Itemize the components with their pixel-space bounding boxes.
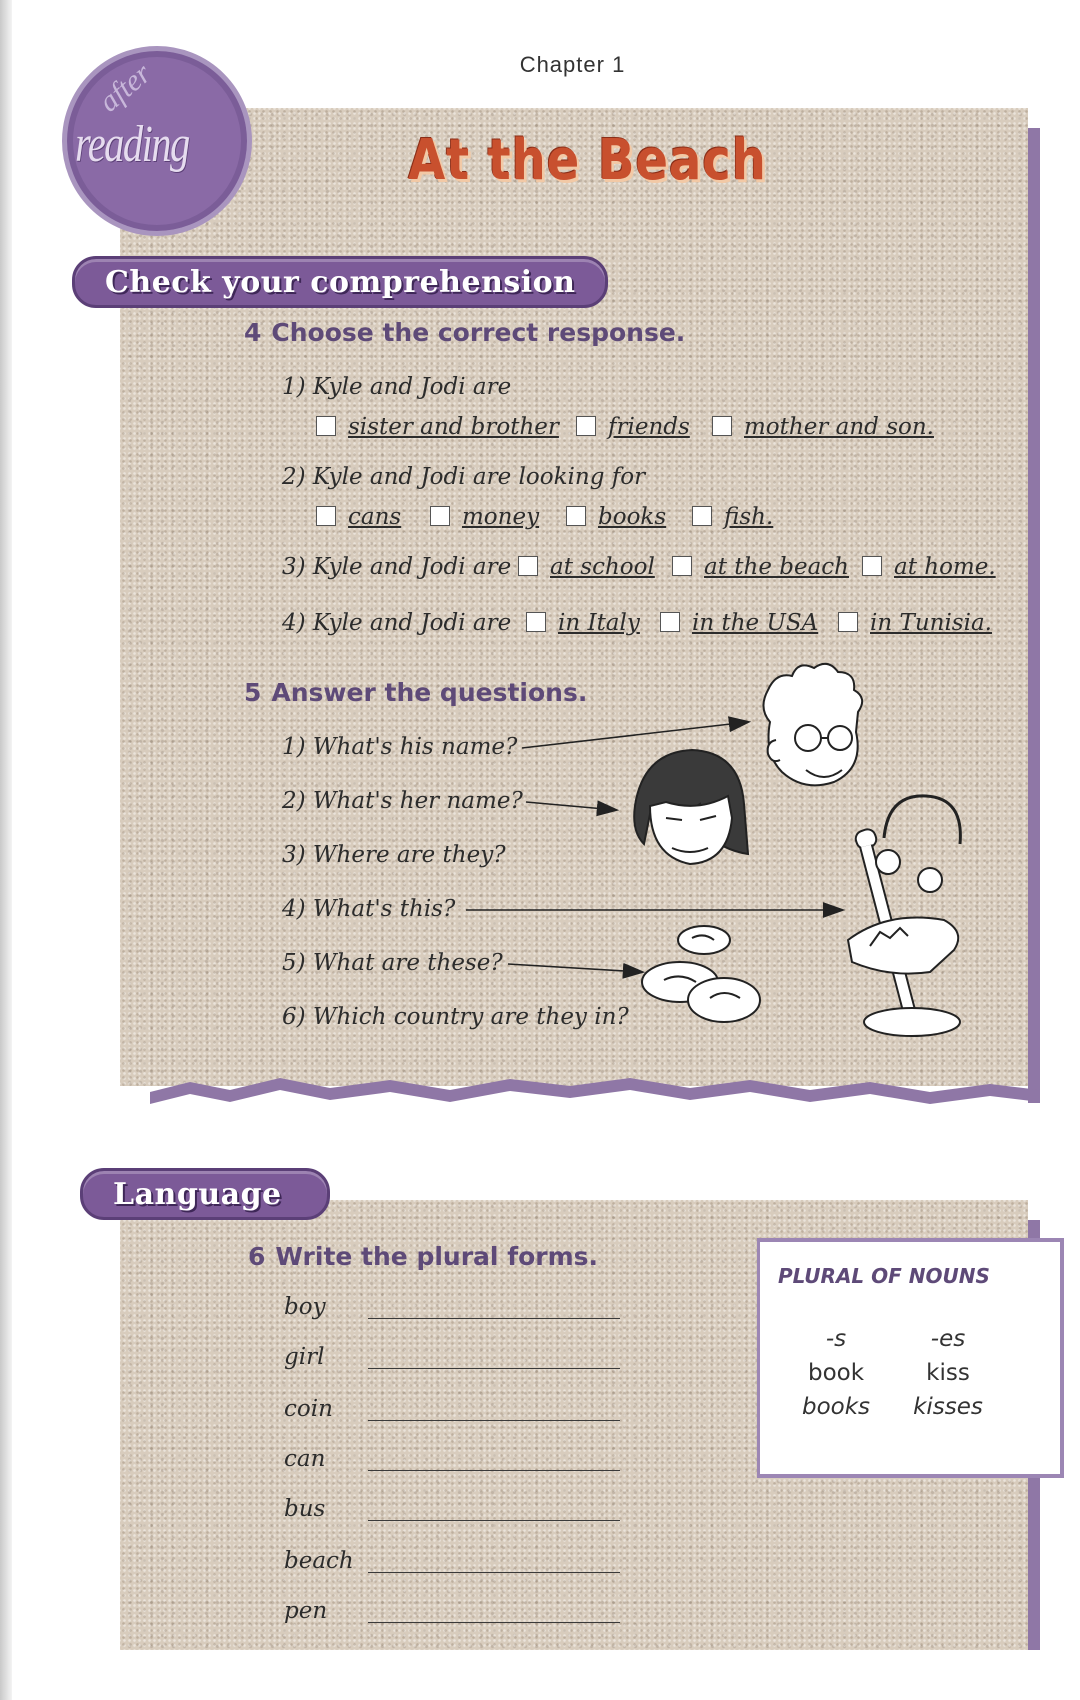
answer-blank[interactable] [368,1368,620,1369]
question: 2) What's her name? [282,788,523,814]
word-pen: pen [284,1598,328,1624]
exercise-5-heading [244,678,587,707]
checkbox[interactable] [518,556,538,576]
answer-option[interactable]: at home. [862,554,996,580]
answer-option[interactable]: mother and son. [712,414,934,440]
word-girl: girl [284,1344,325,1370]
answer-blank[interactable] [368,1622,620,1623]
answer-option[interactable]: money [430,504,539,530]
checkbox[interactable] [862,556,882,576]
answer-option[interactable]: books [566,504,666,530]
badge-after-text: after [92,56,158,119]
checkbox[interactable] [692,506,712,526]
answer-option[interactable]: in Tunisia. [838,610,992,636]
badge-reading-text: reading [75,116,189,173]
word-coin: coin [284,1396,333,1422]
checkbox[interactable] [660,612,680,632]
checkbox[interactable] [672,556,692,576]
plural-singular: kiss [926,1360,970,1386]
answer-option[interactable]: in the USA [660,610,818,636]
section-language [80,1168,330,1220]
chapter-label: Chapter 1 [519,52,626,77]
sand-panel-top [120,108,1028,1086]
question-stem: 2) Kyle and Jodi are looking for [282,464,646,490]
checkbox[interactable] [566,506,586,526]
question: 1) What's his name? [282,734,518,760]
checkbox[interactable] [430,506,450,526]
answer-option[interactable]: at school [518,554,655,580]
exercise-4-instruction: Choose the correct response. [271,318,686,347]
page-title: At the Beach [408,128,767,193]
plural-column-s [776,1322,896,1424]
checkbox[interactable] [838,612,858,632]
plural-column-header: -s [825,1326,847,1352]
question: 5) What are these? [282,950,503,976]
answer-option[interactable]: at the beach [672,554,849,580]
answer-blank[interactable] [368,1572,620,1573]
checkbox[interactable] [576,416,596,436]
exercise-6-heading [248,1242,598,1271]
exercise-6-instruction: Write the plural forms. [275,1242,599,1271]
plural-form: books [801,1394,871,1420]
checkbox[interactable] [526,612,546,632]
answer-option[interactable]: cans [316,504,401,530]
question-stem: 3) Kyle and Jodi are [282,554,512,580]
torn-edge [150,1070,1040,1110]
answer-option[interactable]: in Italy [526,610,640,636]
answer-blank[interactable] [368,1318,620,1319]
question-stem: 4) Kyle and Jodi are [282,610,512,636]
answer-blank[interactable] [368,1470,620,1471]
word-beach: beach [284,1548,354,1574]
checkbox[interactable] [316,416,336,436]
panel-edge [1028,128,1040,1103]
plural-column-es [888,1322,1008,1424]
plural-singular: book [807,1360,865,1386]
answer-option[interactable]: fish. [692,504,773,530]
checkbox[interactable] [712,416,732,436]
answer-option[interactable]: friends [576,414,690,440]
page-gutter [0,0,12,1700]
plural-form: kisses [913,1394,983,1420]
checkbox[interactable] [316,506,336,526]
question: 4) What's this? [282,896,456,922]
section-comprehension-label: Check your comprehension [105,265,576,300]
question: 6) Which country are they in? [282,1004,629,1030]
after-reading-badge [62,46,252,236]
section-comprehension [72,256,608,308]
plural-column-header: -es [930,1326,966,1352]
word-boy: boy [284,1294,326,1320]
word-can: can [284,1446,326,1472]
exercise-4-number: 4 [244,318,262,347]
section-language-label: Language [113,1177,282,1212]
exercise-6-number: 6 [248,1242,266,1271]
word-bus: bus [284,1496,326,1522]
question: 3) Where are they? [282,842,506,868]
answer-blank[interactable] [368,1520,620,1521]
exercise-5-number: 5 [244,678,262,707]
plural-box-title: PLURAL OF NOUNS [778,1264,990,1288]
question-stem: 1) Kyle and Jodi are [282,374,512,400]
exercise-5-instruction: Answer the questions. [271,678,588,707]
plural-of-nouns-box [757,1238,1064,1478]
exercise-4-heading [244,318,685,347]
answer-blank[interactable] [368,1420,620,1421]
answer-option[interactable]: sister and brother [316,414,559,440]
